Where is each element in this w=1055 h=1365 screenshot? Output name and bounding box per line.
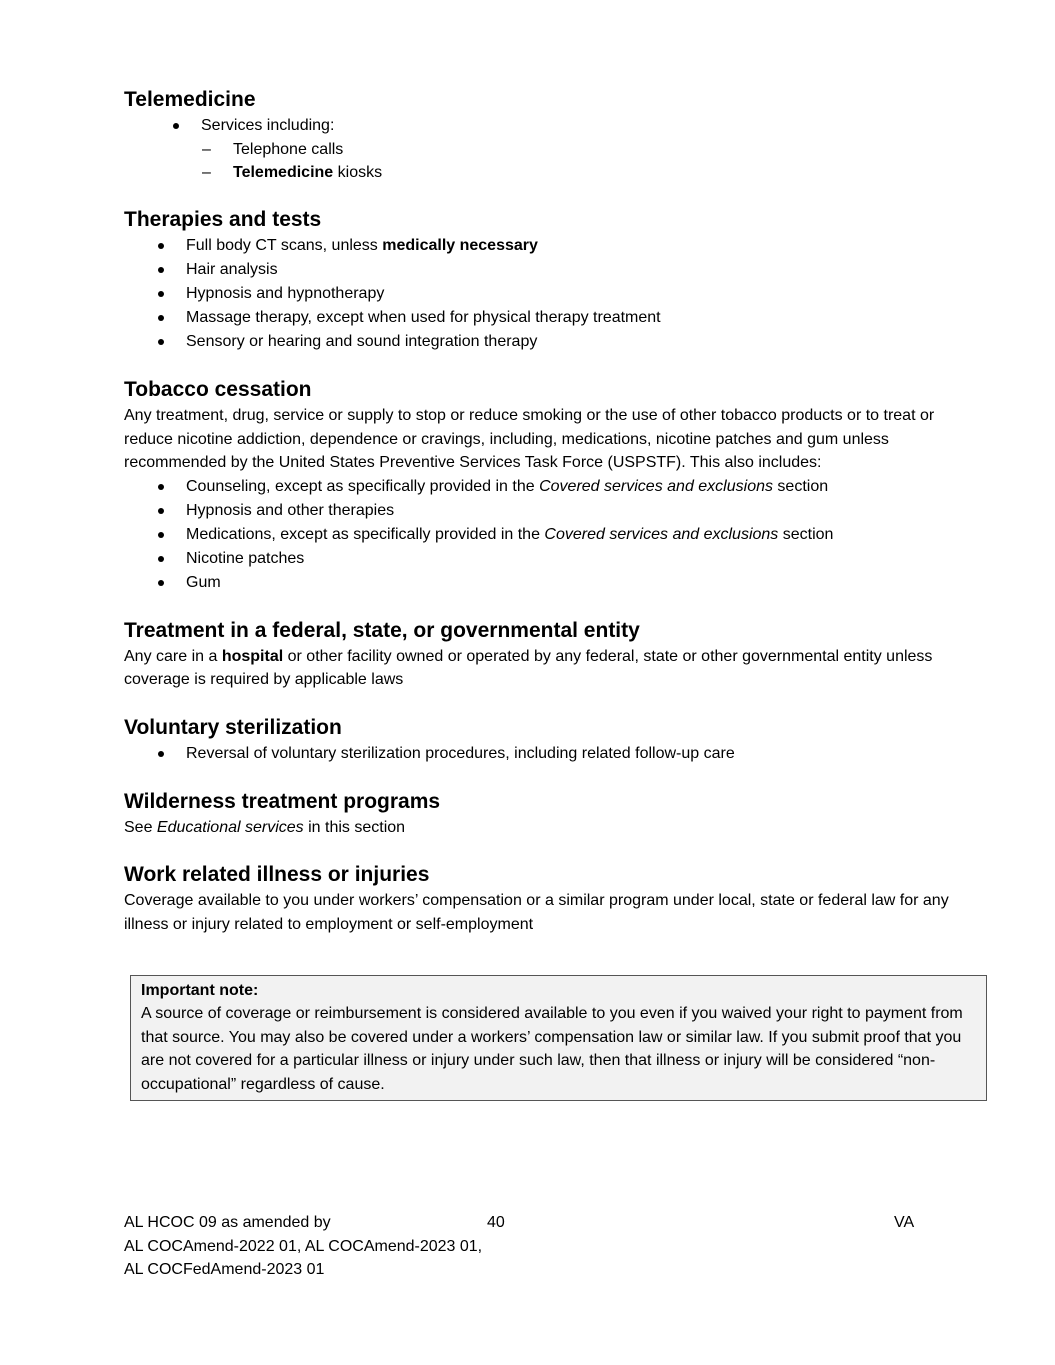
list-item — [124, 523, 984, 547]
item-text: section — [772, 477, 829, 495]
section-wilderness-programs — [124, 788, 984, 840]
section-body — [124, 645, 984, 692]
section-heading: Voluntary sterilization — [124, 715, 342, 739]
note-title: Important note: — [141, 982, 259, 999]
section-body — [124, 816, 984, 840]
note-body: A source of coverage or reimbursement is considered available to you even if you waived your right to payment from that source. You may also be covered under a workers’ compensation law or similar law. If you submit proof that you are not covered for a particular illness or injury under such law, then that illness or injury will be considered “non-occupational” regardless of cause. — [141, 1005, 963, 1093]
list-item — [124, 475, 984, 499]
sub-list-item: – Telephone calls — [124, 138, 984, 161]
page-content — [124, 86, 984, 958]
body-text: or other facility owned or operated by any federal, state or other governmental entity unless coverage is required by applicable laws — [124, 647, 933, 688]
section-heading: Wilderness treatment programs — [124, 789, 441, 813]
footer-line: AL COCFedAmend-2023 01 — [124, 1261, 325, 1278]
section-tobacco-cessation — [124, 376, 984, 595]
list-item: Gum — [124, 571, 984, 595]
list-item: Hair analysis — [124, 258, 984, 282]
bullet-list — [124, 114, 984, 138]
section-therapies-and-tests — [124, 206, 984, 354]
footer-line: AL HCOC 09 as amended by — [124, 1214, 331, 1231]
item-text: Counseling, except as specifically provided in the — [186, 477, 540, 495]
section-heading: Work related illness or injuries — [124, 863, 430, 886]
italic-reference: Covered services and exclusions — [544, 525, 779, 543]
bold-term: Telemedicine — [233, 164, 334, 181]
footer-line: AL COCAmend-2022 01, AL COCAmend-2023 01, — [124, 1237, 483, 1255]
bold-term: medically necessary — [382, 237, 538, 254]
important-note-box — [130, 975, 987, 1101]
list-item: Reversal of voluntary sterilization procedures, including related follow-up care — [124, 742, 984, 766]
bold-term: hospital — [221, 647, 284, 665]
list-item: Nicotine patches — [124, 547, 984, 571]
section-work-related — [124, 861, 984, 936]
section-heading: Telemedicine — [124, 88, 256, 111]
sub-list-item — [124, 161, 984, 184]
section-heading: Treatment in a federal, state, or governmental entity — [124, 618, 640, 642]
item-text: Medications, except as specifically provided in the — [186, 525, 545, 543]
list-item: Hypnosis and other therapies — [124, 499, 984, 523]
italic-reference: Educational services — [156, 818, 304, 836]
section-heading: Therapies and tests — [124, 208, 322, 231]
item-text: Full body CT scans, unless — [186, 237, 383, 254]
bullet-list — [124, 475, 984, 595]
page-number: 40 — [487, 1214, 505, 1231]
list-item — [124, 234, 984, 258]
footer-document-ids — [124, 1211, 524, 1282]
italic-reference: Covered services and exclusions — [539, 477, 773, 495]
list-item: Hypnosis and hypnotherapy — [124, 282, 984, 306]
section-governmental-entity — [124, 617, 984, 692]
body-text: Any care in a — [124, 647, 222, 665]
item-text: section — [778, 525, 834, 543]
section-body: Any treatment, drug, service or supply to stop or reduce smoking or the use of other tobacco products or to treat or reduce nicotine addiction, dependence or cravings, including, medications, nicotine patches and gum unless recommended by the United States Preventive Services Task Force (USPSTF). This also includes: — [124, 407, 935, 471]
body-text: See — [124, 818, 157, 836]
section-telemedicine — [124, 86, 984, 184]
sub-list — [124, 138, 984, 184]
bullet-list — [124, 234, 984, 354]
section-heading: Tobacco cessation — [124, 378, 312, 401]
footer-state: VA — [894, 1214, 915, 1231]
section-body: Coverage available to you under workers’ compensation or a similar program under local, state or federal law for any illness or injury related to employment or self-employment — [124, 892, 949, 933]
section-voluntary-sterilization — [124, 714, 984, 766]
body-text: in this section — [303, 818, 406, 836]
item-text: kiosks — [333, 164, 383, 181]
list-item: Services including: — [124, 114, 984, 138]
list-item: Massage therapy, except when used for physical therapy treatment — [124, 306, 984, 330]
list-item: Sensory or hearing and sound integration therapy — [124, 330, 984, 354]
bullet-list — [124, 742, 984, 766]
